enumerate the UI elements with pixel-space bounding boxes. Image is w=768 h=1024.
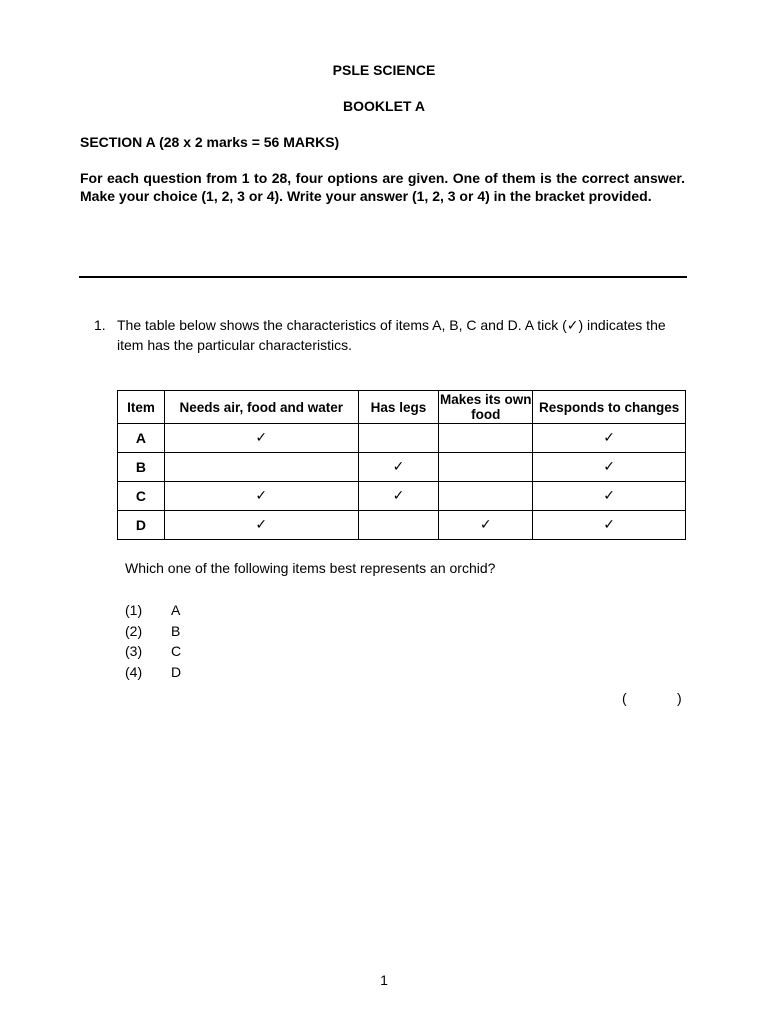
booklet-title: BOOKLET A bbox=[343, 98, 425, 114]
tick-cell: ✓ bbox=[358, 482, 439, 511]
tick-cell: ✓ bbox=[533, 453, 686, 482]
tick-cell: ✓ bbox=[439, 511, 533, 540]
item-cell: B bbox=[118, 453, 165, 482]
tick-cell: ✓ bbox=[533, 511, 686, 540]
option-value: C bbox=[171, 643, 182, 659]
tick-cell: ✓ bbox=[164, 424, 358, 453]
table-row bbox=[118, 482, 686, 511]
question-prompt: Which one of the following items best represents an orchid? bbox=[125, 560, 496, 576]
item-cell: D bbox=[118, 511, 165, 540]
option-number: (4) bbox=[125, 664, 143, 680]
answer-bracket-open: ( bbox=[622, 690, 627, 706]
header-cell-needs-air-food-water: Needs air, food and water bbox=[164, 391, 358, 424]
table-row bbox=[118, 424, 686, 453]
option-number: (3) bbox=[125, 643, 143, 659]
characteristics-table bbox=[117, 390, 686, 540]
tick-cell: ✓ bbox=[358, 453, 439, 482]
tick-cell bbox=[164, 453, 358, 482]
option-number: (2) bbox=[125, 623, 143, 639]
tick-cell: ✓ bbox=[164, 482, 358, 511]
tick-cell bbox=[358, 424, 439, 453]
option-number: (1) bbox=[125, 602, 143, 618]
question-stem: The table below shows the characteristics of items A, B, C and D. A tick (✓) indicates the item has the particular characteristics. bbox=[117, 317, 666, 353]
section-heading: SECTION A (28 x 2 marks = 56 MARKS) bbox=[80, 134, 340, 150]
table-row bbox=[118, 453, 686, 482]
instructions-text: For each question from 1 to 28, four options are given. One of them is the correct answer. Make your choice (1, 2, 3 or 4). Write your answer (1, 2, 3 or 4) in the bracket provided. bbox=[80, 170, 685, 204]
option-value: A bbox=[171, 602, 181, 618]
item-cell: A bbox=[118, 424, 165, 453]
tick-cell bbox=[358, 511, 439, 540]
tick-cell bbox=[439, 453, 533, 482]
table-row bbox=[118, 511, 686, 540]
page-title: PSLE SCIENCE bbox=[332, 62, 436, 78]
item-cell: C bbox=[118, 482, 165, 511]
option-value: D bbox=[171, 664, 182, 680]
tick-cell: ✓ bbox=[533, 482, 686, 511]
page-number: 1 bbox=[380, 972, 388, 988]
question-number: 1. bbox=[94, 317, 106, 333]
option-value: B bbox=[171, 623, 181, 639]
header-cell-responds-to-changes: Responds to changes bbox=[533, 391, 686, 424]
tick-cell bbox=[439, 482, 533, 511]
divider-line bbox=[79, 276, 687, 278]
tick-cell: ✓ bbox=[164, 511, 358, 540]
header-cell-item: Item bbox=[118, 391, 165, 424]
header-cell-makes-own-food: Makes its own food bbox=[440, 392, 532, 422]
answer-bracket-close: ) bbox=[677, 690, 682, 706]
tick-cell: ✓ bbox=[533, 424, 686, 453]
header-cell-has-legs: Has legs bbox=[358, 391, 439, 424]
tick-cell bbox=[439, 424, 533, 453]
table-header-row bbox=[118, 391, 686, 424]
